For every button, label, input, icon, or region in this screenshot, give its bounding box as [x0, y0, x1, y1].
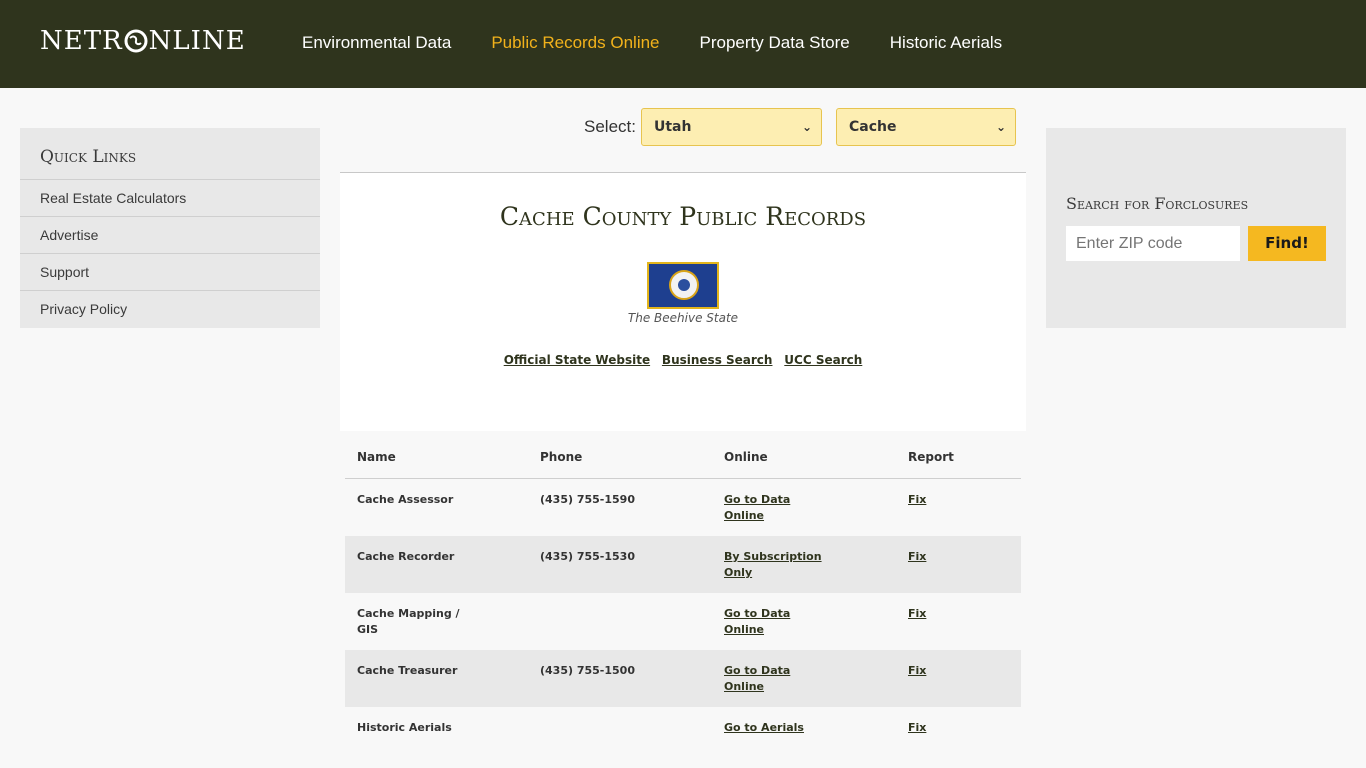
table-row [345, 707, 1021, 764]
row-phone: (435) 755-1590 [540, 493, 635, 506]
row-phone: (435) 755-1500 [540, 664, 635, 677]
quick-link-privacy-policy[interactable]: Privacy Policy [40, 301, 128, 317]
fix-report-link[interactable]: Fix [908, 607, 927, 620]
select-label: Select: [584, 117, 636, 136]
foreclosure-title: Search for Forclosures [1066, 194, 1249, 213]
state-select-value: Utah [654, 119, 692, 135]
fix-report-link[interactable]: Fix [908, 664, 927, 677]
state-nickname: The Beehive State [627, 311, 739, 325]
fix-report-link[interactable]: Fix [908, 550, 927, 563]
nav-public-records-online[interactable]: Public Records Online [491, 33, 660, 52]
row-name: Historic Aerials [357, 721, 452, 734]
page-title: Cache County Public Records [499, 202, 867, 231]
table-header [345, 434, 1021, 479]
logo-text-right: NLINE [148, 26, 246, 56]
official-state-website-link[interactable]: Official State Website [503, 353, 651, 367]
utah-flag-image [647, 262, 719, 309]
nav-property-data-store[interactable]: Property Data Store [699, 33, 850, 52]
business-search-link[interactable]: Business Search [661, 353, 773, 367]
row-name: Cache Recorder [357, 550, 455, 563]
row-phone: (435) 755-1530 [540, 550, 635, 563]
state-links [340, 353, 1026, 367]
online-link[interactable]: By Subscription Only [724, 550, 822, 579]
row-name: Cache Treasurer [357, 664, 458, 677]
netronline-logo[interactable] [40, 26, 246, 56]
quick-link-advertise[interactable]: Advertise [20, 217, 320, 254]
table-row [345, 479, 1021, 536]
row-name: Cache Mapping / GIS [357, 607, 460, 636]
ucc-search-link[interactable]: UCC Search [784, 353, 863, 367]
records-table [345, 434, 1021, 764]
globe-icon [124, 29, 148, 53]
foreclosure-search-panel [1046, 128, 1346, 328]
zip-code-input[interactable] [1066, 226, 1240, 261]
column-header-name: Name [357, 450, 396, 464]
nav-environmental-data[interactable]: Environmental Data [302, 33, 452, 52]
county-select[interactable] [836, 108, 1016, 146]
top-navigation-bar [0, 0, 1366, 88]
county-select-value: Cache [849, 119, 897, 135]
main-nav [302, 33, 1002, 53]
column-header-report: Report [908, 450, 954, 464]
online-link[interactable]: Go to Aerials [724, 721, 804, 734]
column-header-phone: Phone [540, 450, 583, 464]
table-row [345, 650, 1021, 707]
fix-report-link[interactable]: Fix [908, 493, 927, 506]
state-seal-icon [669, 270, 699, 300]
chevron-down-icon: ⌄ [995, 120, 1006, 134]
chevron-down-icon: ⌄ [801, 120, 812, 134]
column-header-online: Online [724, 450, 768, 464]
quick-link-support[interactable]: Support [20, 254, 320, 291]
county-records-card [340, 172, 1026, 431]
nav-historic-aerials[interactable]: Historic Aerials [889, 33, 1003, 52]
state-select[interactable] [641, 108, 822, 146]
quick-links-title: Quick Links [20, 128, 320, 180]
logo-text-left: NETR [40, 26, 123, 56]
online-link[interactable]: Go to Data Online [724, 664, 791, 693]
table-row [345, 536, 1021, 593]
find-button[interactable]: Find! [1248, 226, 1326, 261]
table-row [345, 593, 1021, 650]
quick-links-panel [20, 128, 320, 328]
online-link[interactable]: Go to Data Online [724, 493, 791, 522]
quick-link-real-estate-calculators[interactable]: Real Estate Calculators [20, 180, 320, 217]
online-link[interactable]: Go to Data Online [724, 607, 791, 636]
row-name: Cache Assessor [357, 493, 454, 506]
fix-report-link[interactable]: Fix [908, 721, 927, 734]
